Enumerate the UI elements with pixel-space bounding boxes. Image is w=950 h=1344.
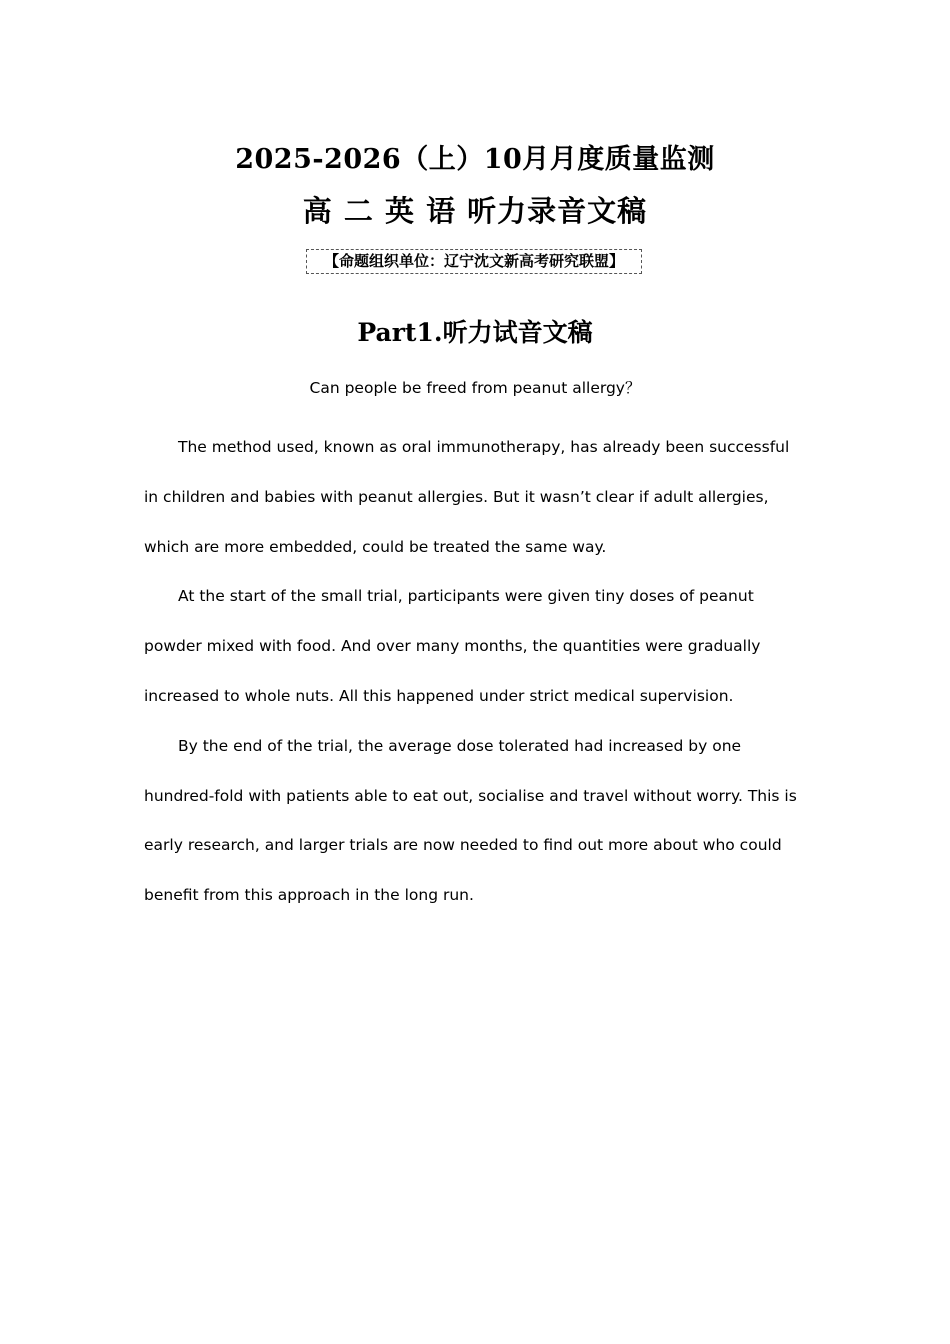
paragraph-1: The method used, known as oral immunotherapy, has already been successful in children and babies with peanut allergies. But it wasn’t clear if adult allergies, which are more embedded, could be treated the same way. bbox=[144, 438, 790, 556]
document-subtitle: 高 二 英 语 听力录音文稿 bbox=[302, 194, 648, 228]
section-heading: Part1.听力试音文稿 bbox=[357, 318, 593, 347]
passage-title: Can people be freed from peanut allergy？ bbox=[309, 379, 641, 397]
passage-body bbox=[144, 423, 806, 921]
paragraph-3: By the end of the trial, the average dose tolerated had increased by one hundred-fold with patients able to eat out, socialise and travel without worry. This is early research, and larger trials are now needed to find out more about who could benefit from this approach in the long run. bbox=[144, 736, 797, 905]
paragraph-2: At the start of the small trial, participants were given tiny doses of peanut powder mixed with food. And over many months, the quantities were gradually increased to whole nuts. All this happened under strict medical supervision. bbox=[144, 587, 761, 705]
document-title: 2025-2026（上）10月月度质量监测 bbox=[235, 144, 715, 175]
organizer-label: 【命题组织单位：辽宁沈文新高考研究联盟】 bbox=[306, 249, 642, 274]
